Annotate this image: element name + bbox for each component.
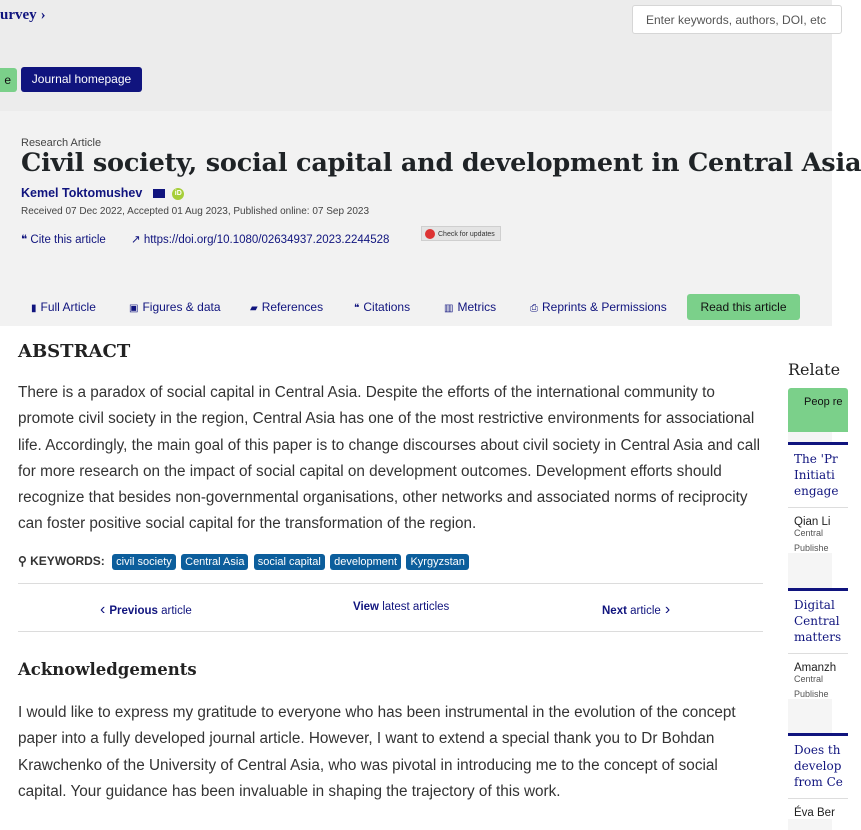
breadcrumb[interactable] xyxy=(0,7,46,24)
keyword-tag[interactable]: Central Asia xyxy=(181,554,248,570)
orcid-icon[interactable]: iD xyxy=(172,188,184,200)
related-published: Publishe xyxy=(794,689,829,699)
article-type: Research Article xyxy=(21,137,102,149)
related-author: Amanzh xyxy=(794,662,837,674)
publication-dates: Received 07 Dec 2022, Accepted 01 Aug 2023, Published online: 07 Sep 2023 xyxy=(21,206,370,217)
keyword-tag[interactable]: Kyrgyzstan xyxy=(406,554,468,570)
related-title-line[interactable]: from Ce xyxy=(794,775,843,789)
keywords-label-text: KEYWORDS: xyxy=(30,554,105,568)
abstract-heading: ABSTRACT xyxy=(18,341,131,362)
read-this-article-button[interactable]: Read this article xyxy=(687,294,800,320)
quote-icon: ❝ xyxy=(21,234,31,246)
latest-rest: latest articles xyxy=(379,601,450,613)
acknowledgements-text: I would like to express my gratitude to everyone who has been instrumental in the evolution of the concept paper into a fully developed journal article. However, I want to extend a special thank you to Dr Bohdan Krawchenko of the University of Central Asia, who was pivotal in introducing me to the concept of social capital. Your guidance has been invaluable in shaping the trajectory of this work. xyxy=(18,704,736,800)
chevron-right-icon: › xyxy=(40,7,46,23)
breadcrumb-text[interactable]: urvey xyxy=(0,7,37,23)
email-icon[interactable] xyxy=(153,189,165,198)
related-title-line[interactable]: Central xyxy=(794,614,840,628)
top-green-button[interactable]: e xyxy=(0,68,17,92)
tab-references[interactable] xyxy=(250,300,323,314)
related-article[interactable] xyxy=(788,588,848,699)
related-author: Qian Li xyxy=(794,516,831,528)
quote-icon: ❝ xyxy=(354,303,360,314)
search-box[interactable] xyxy=(632,5,842,34)
related-title-line[interactable]: Does th xyxy=(794,743,841,757)
doi-text[interactable]: https://doi.org/10.1080/02634937.2023.2244528 xyxy=(143,234,390,246)
next-article-link[interactable] xyxy=(602,601,670,619)
tab-label: Metrics xyxy=(457,300,497,314)
related-title-line[interactable]: engage xyxy=(794,484,839,498)
check-updates-label: Check for updates xyxy=(438,231,495,238)
chevron-right-icon: › xyxy=(664,601,671,618)
related-journal: Central xyxy=(794,528,824,538)
related-tab-people-also-read[interactable]: Peop re xyxy=(788,388,848,432)
acknowledgements-heading: Acknowledgements xyxy=(18,660,197,679)
bar-chart-icon: ▥ xyxy=(444,303,454,314)
file-icon: ▮ xyxy=(31,303,37,314)
image-icon: ▣ xyxy=(129,303,139,314)
external-link-icon: ↗ xyxy=(131,234,144,246)
related-title-line[interactable]: Initiati xyxy=(794,468,835,482)
related-article[interactable] xyxy=(788,733,848,819)
keyword-tag[interactable]: civil society xyxy=(112,554,176,570)
author-line xyxy=(21,186,184,200)
related-title-line[interactable]: Digital xyxy=(794,598,835,612)
cite-label[interactable]: Cite this article xyxy=(30,234,106,246)
related-title-line[interactable]: The 'Pr xyxy=(794,452,838,466)
tab-citations[interactable] xyxy=(354,300,410,314)
crossmark-icon xyxy=(425,229,435,239)
tab-label: Reprints & Permissions xyxy=(542,300,667,314)
tab-figures-data[interactable] xyxy=(129,300,221,314)
print-icon: ⎙ xyxy=(530,303,538,314)
prev-bold: Previous xyxy=(109,605,158,617)
related-title-line[interactable]: develop xyxy=(794,759,842,773)
previous-article-link[interactable] xyxy=(100,601,192,619)
doi-link[interactable] xyxy=(131,232,389,246)
tab-full-article[interactable] xyxy=(31,300,96,314)
tab-metrics[interactable] xyxy=(444,300,496,314)
related-article[interactable] xyxy=(788,442,848,553)
tab-label: References xyxy=(261,300,324,314)
keyword-tag[interactable]: social capital xyxy=(254,554,325,570)
tab-label: Citations xyxy=(363,300,411,314)
book-icon: ▰ xyxy=(250,303,258,314)
divider xyxy=(18,583,763,584)
divider xyxy=(788,507,848,508)
author-name[interactable]: Kemel Toktomushev xyxy=(21,186,143,200)
abstract-text: There is a paradox of social capital in Central Asia. Despite the efforts of the international community to promote civil society in the region, Central Asia has one of the most restrictive environments for associational life. Accordingly, the main goal of this paper is to change discourses about civil society in Central Asia and call for more research on the impact of social capital on development outcomes. Development efforts should recognize that besides non-governmental organisations, other networks and associated norms of reciprocity can foster positive social capital for the transformation of the region. xyxy=(18,384,761,533)
next-rest: article xyxy=(626,605,661,617)
search-icon: ⚲ xyxy=(18,554,27,568)
next-bold: Next xyxy=(602,605,627,617)
related-journal: Central xyxy=(794,674,824,684)
related-published: Publishe xyxy=(794,543,829,553)
divider xyxy=(18,631,763,632)
related-heading: Relate xyxy=(788,360,841,379)
keyword-tag[interactable]: development xyxy=(330,554,401,570)
divider xyxy=(788,798,848,799)
divider xyxy=(788,653,848,654)
article-title: Civil society, social capital and development in Central Asia xyxy=(21,148,861,178)
tab-reprints-permissions[interactable] xyxy=(530,300,667,314)
related-title-line[interactable]: matters xyxy=(794,630,842,644)
prev-rest: article xyxy=(157,605,192,617)
view-latest-articles-link[interactable] xyxy=(353,601,449,613)
search-input[interactable] xyxy=(633,6,841,33)
tab-label: Full Article xyxy=(40,300,96,314)
chevron-left-icon: ‹ xyxy=(100,601,106,618)
check-for-updates-badge[interactable] xyxy=(421,226,501,241)
journal-homepage-button[interactable]: Journal homepage xyxy=(21,67,142,92)
related-author: Éva Ber xyxy=(794,807,835,819)
keywords-label xyxy=(18,554,105,568)
cite-link[interactable] xyxy=(21,232,106,246)
keywords-row xyxy=(18,554,471,570)
tab-label: Figures & data xyxy=(142,300,221,314)
latest-bold: View xyxy=(353,601,379,613)
